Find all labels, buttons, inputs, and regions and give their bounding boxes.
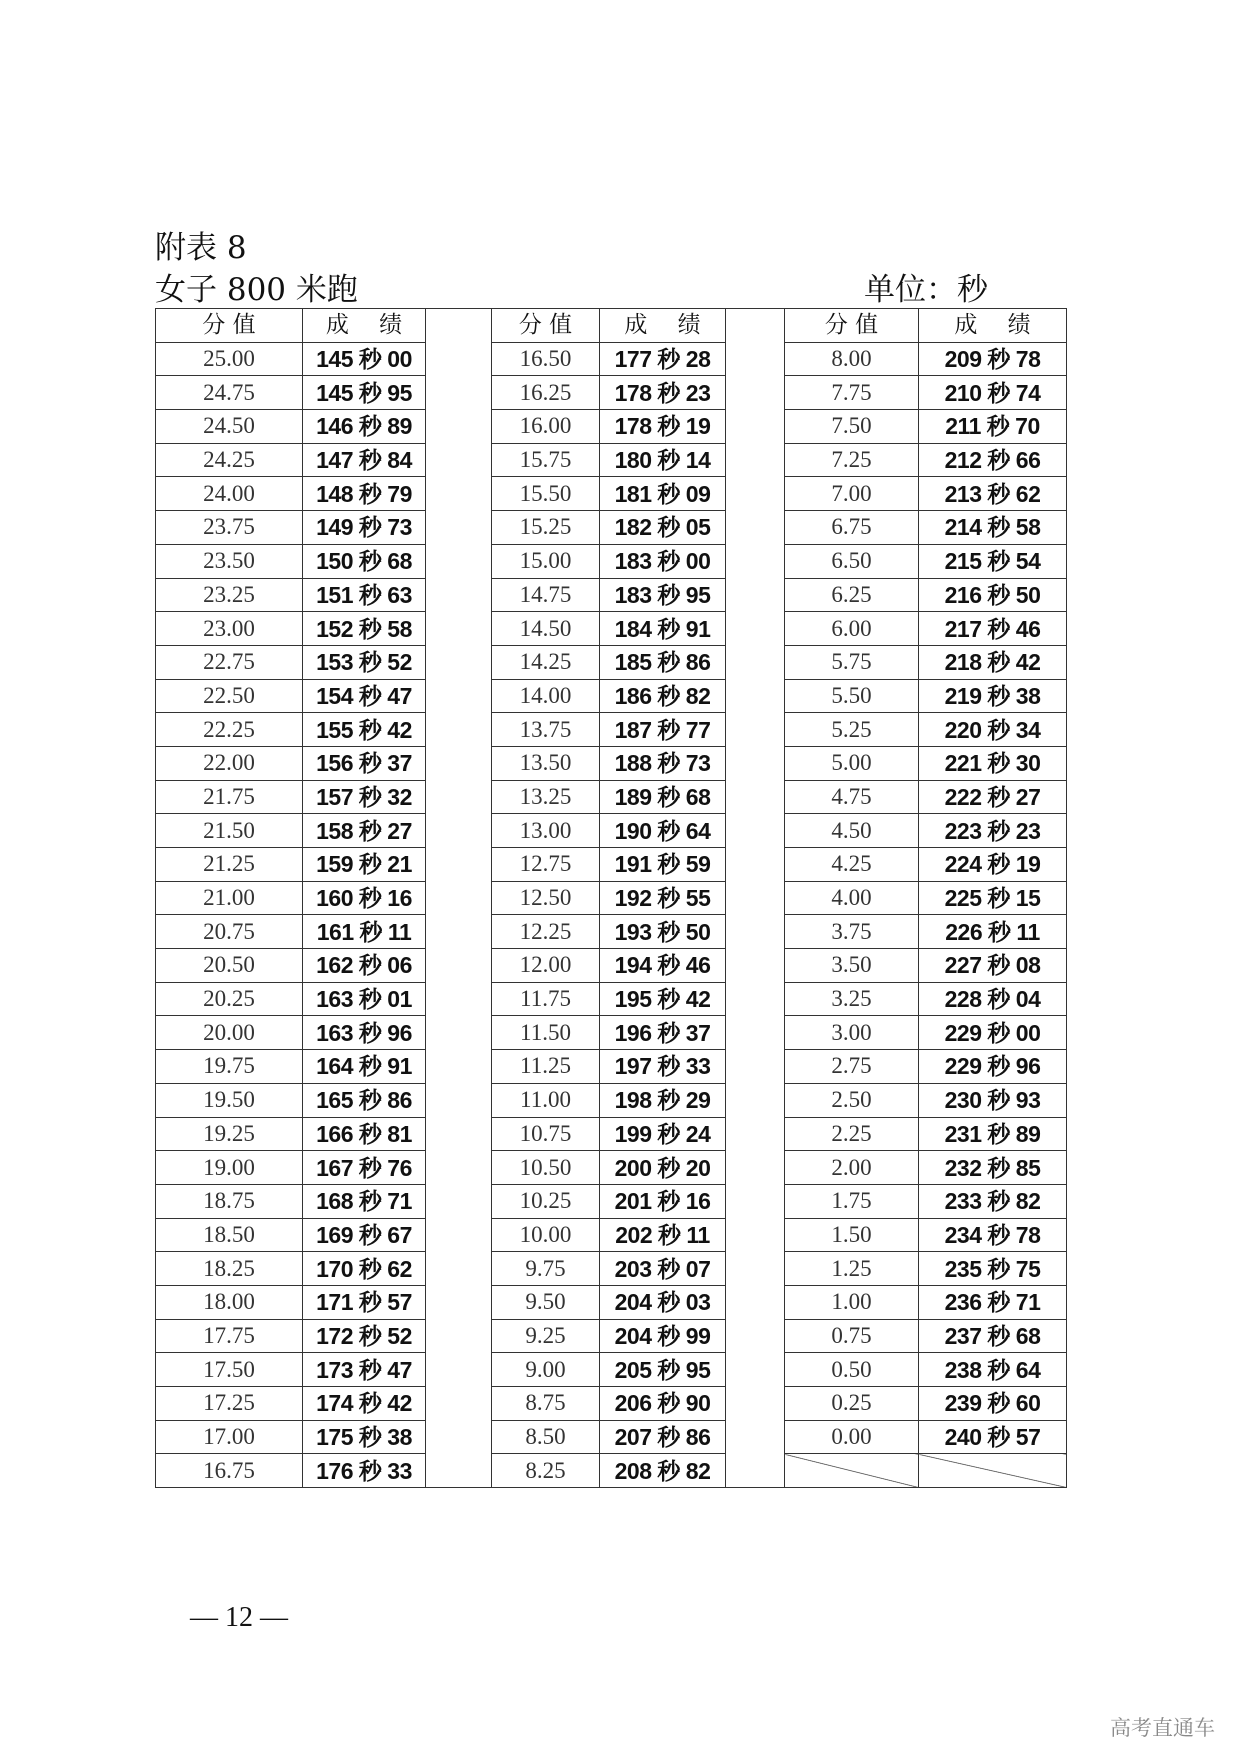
score-cell: 23.00 xyxy=(156,612,303,646)
score-cell: 22.25 xyxy=(156,713,303,747)
table-row xyxy=(156,477,1067,511)
score-cell: 7.00 xyxy=(785,477,919,511)
result-cell: 177 秒 28 xyxy=(600,342,726,376)
score-cell: 11.75 xyxy=(492,982,600,1016)
result-cell: 161 秒 11 xyxy=(303,915,426,949)
table-subtitle: 女子 800 米跑 xyxy=(155,272,358,308)
table-row xyxy=(156,511,1067,545)
result-cell: 190 秒 64 xyxy=(600,814,726,848)
table-row xyxy=(156,814,1067,848)
result-cell: 229 秒 96 xyxy=(919,1050,1067,1084)
table-row xyxy=(156,1184,1067,1218)
result-cell: 212 秒 66 xyxy=(919,443,1067,477)
score-cell: 22.00 xyxy=(156,746,303,780)
result-cell: 148 秒 79 xyxy=(303,477,426,511)
score-cell: 24.50 xyxy=(156,410,303,444)
table-row xyxy=(156,1050,1067,1084)
table-row xyxy=(156,342,1067,376)
table-row xyxy=(156,1252,1067,1286)
score-cell: 2.50 xyxy=(785,1083,919,1117)
result-cell: 222 秒 27 xyxy=(919,780,1067,814)
score-cell: 4.75 xyxy=(785,780,919,814)
result-cell: 198 秒 29 xyxy=(600,1083,726,1117)
table-row xyxy=(156,443,1067,477)
score-cell: 15.25 xyxy=(492,511,600,545)
score-cell: 21.25 xyxy=(156,848,303,882)
score-cell: 10.00 xyxy=(492,1218,600,1252)
result-cell: 167 秒 76 xyxy=(303,1151,426,1185)
result-cell: 226 秒 11 xyxy=(919,915,1067,949)
result-header: 成 绩 xyxy=(303,309,426,343)
result-cell: 194 秒 46 xyxy=(600,949,726,983)
table-row xyxy=(156,1285,1067,1319)
result-cell: 235 秒 75 xyxy=(919,1252,1067,1286)
column-spacer xyxy=(726,309,785,1488)
result-cell: 180 秒 14 xyxy=(600,443,726,477)
result-cell: 164 秒 91 xyxy=(303,1050,426,1084)
score-cell: 18.00 xyxy=(156,1285,303,1319)
score-header: 分 值 xyxy=(156,309,303,343)
score-cell: 6.50 xyxy=(785,544,919,578)
watermark: 高考直通车 xyxy=(1110,1716,1215,1740)
score-cell: 1.75 xyxy=(785,1184,919,1218)
score-cell: 23.50 xyxy=(156,544,303,578)
result-cell: 147 秒 84 xyxy=(303,443,426,477)
result-cell: 197 秒 33 xyxy=(600,1050,726,1084)
result-cell: 229 秒 00 xyxy=(919,1016,1067,1050)
result-header: 成 绩 xyxy=(919,309,1067,343)
score-cell: 9.00 xyxy=(492,1353,600,1387)
result-cell: 217 秒 46 xyxy=(919,612,1067,646)
column-spacer xyxy=(426,309,492,1488)
score-cell: 15.75 xyxy=(492,443,600,477)
score-cell: 11.50 xyxy=(492,1016,600,1050)
score-cell: 23.75 xyxy=(156,511,303,545)
result-cell: 145 秒 00 xyxy=(303,342,426,376)
score-cell: 13.00 xyxy=(492,814,600,848)
score-cell: 17.75 xyxy=(156,1319,303,1353)
score-cell: 14.00 xyxy=(492,679,600,713)
score-cell: 18.25 xyxy=(156,1252,303,1286)
table-row xyxy=(156,780,1067,814)
header-row xyxy=(156,309,1067,343)
score-cell: 17.50 xyxy=(156,1353,303,1387)
score-cell: 0.75 xyxy=(785,1319,919,1353)
result-cell: 219 秒 38 xyxy=(919,679,1067,713)
score-cell: 1.00 xyxy=(785,1285,919,1319)
score-cell: 20.75 xyxy=(156,915,303,949)
score-cell: 19.25 xyxy=(156,1117,303,1151)
result-cell: 151 秒 63 xyxy=(303,578,426,612)
score-cell: 19.75 xyxy=(156,1050,303,1084)
result-cell: 239 秒 60 xyxy=(919,1387,1067,1421)
table-row xyxy=(156,949,1067,983)
score-cell: 8.75 xyxy=(492,1387,600,1421)
result-cell: 176 秒 33 xyxy=(303,1454,426,1488)
score-cell: 7.25 xyxy=(785,443,919,477)
score-cell: 12.75 xyxy=(492,848,600,882)
result-cell: 150 秒 68 xyxy=(303,544,426,578)
score-cell: 8.25 xyxy=(492,1454,600,1488)
score-cell: 4.00 xyxy=(785,881,919,915)
score-cell: 3.75 xyxy=(785,915,919,949)
result-cell: 152 秒 58 xyxy=(303,612,426,646)
score-cell: 19.50 xyxy=(156,1083,303,1117)
table-row xyxy=(156,1016,1067,1050)
result-cell: 205 秒 95 xyxy=(600,1353,726,1387)
table-row xyxy=(156,982,1067,1016)
score-cell: 7.75 xyxy=(785,376,919,410)
result-cell: 228 秒 04 xyxy=(919,982,1067,1016)
result-cell: 240 秒 57 xyxy=(919,1420,1067,1454)
result-cell: 165 秒 86 xyxy=(303,1083,426,1117)
table-row xyxy=(156,713,1067,747)
score-cell: 8.50 xyxy=(492,1420,600,1454)
score-cell: 24.25 xyxy=(156,443,303,477)
score-cell: 9.50 xyxy=(492,1285,600,1319)
score-cell: 19.00 xyxy=(156,1151,303,1185)
score-cell: 11.00 xyxy=(492,1083,600,1117)
score-cell: 23.25 xyxy=(156,578,303,612)
table-row xyxy=(156,1454,1067,1488)
result-cell: 208 秒 82 xyxy=(600,1454,726,1488)
score-cell: 21.75 xyxy=(156,780,303,814)
result-cell: 184 秒 91 xyxy=(600,612,726,646)
table-row xyxy=(156,645,1067,679)
score-cell: 17.25 xyxy=(156,1387,303,1421)
score-cell: 14.25 xyxy=(492,645,600,679)
result-cell: 225 秒 15 xyxy=(919,881,1067,915)
result-cell: 181 秒 09 xyxy=(600,477,726,511)
score-cell: 14.50 xyxy=(492,612,600,646)
result-cell: 162 秒 06 xyxy=(303,949,426,983)
result-cell: 238 秒 64 xyxy=(919,1353,1067,1387)
unit-label: 单位：秒 xyxy=(864,272,988,308)
score-cell: 15.00 xyxy=(492,544,600,578)
score-cell: 17.00 xyxy=(156,1420,303,1454)
score-cell: 22.50 xyxy=(156,679,303,713)
result-cell: 192 秒 55 xyxy=(600,881,726,915)
result-cell: 211 秒 70 xyxy=(919,410,1067,444)
table-row xyxy=(156,578,1067,612)
result-cell: 155 秒 42 xyxy=(303,713,426,747)
result-cell: 201 秒 16 xyxy=(600,1184,726,1218)
result-cell: 214 秒 58 xyxy=(919,511,1067,545)
score-cell: 21.00 xyxy=(156,881,303,915)
score-header: 分 值 xyxy=(785,309,919,343)
score-cell: 21.50 xyxy=(156,814,303,848)
table-row xyxy=(156,1083,1067,1117)
table-row xyxy=(156,1319,1067,1353)
table-row xyxy=(156,1353,1067,1387)
result-cell: 163 秒 01 xyxy=(303,982,426,1016)
score-cell: 25.00 xyxy=(156,342,303,376)
result-cell: 224 秒 19 xyxy=(919,848,1067,882)
result-cell: 160 秒 16 xyxy=(303,881,426,915)
score-cell: 0.00 xyxy=(785,1420,919,1454)
score-cell: 16.00 xyxy=(492,410,600,444)
result-cell: 223 秒 23 xyxy=(919,814,1067,848)
score-cell: 14.75 xyxy=(492,578,600,612)
score-cell: 0.25 xyxy=(785,1387,919,1421)
result-cell: 175 秒 38 xyxy=(303,1420,426,1454)
result-cell: 207 秒 86 xyxy=(600,1420,726,1454)
score-cell: 13.75 xyxy=(492,713,600,747)
result-cell: 158 秒 27 xyxy=(303,814,426,848)
result-cell: 230 秒 93 xyxy=(919,1083,1067,1117)
score-cell: 9.75 xyxy=(492,1252,600,1286)
result-cell: 153 秒 52 xyxy=(303,645,426,679)
result-cell: 171 秒 57 xyxy=(303,1285,426,1319)
score-cell: 5.25 xyxy=(785,713,919,747)
score-cell: 22.75 xyxy=(156,645,303,679)
result-cell: 186 秒 82 xyxy=(600,679,726,713)
result-cell: 204 秒 03 xyxy=(600,1285,726,1319)
score-cell: 4.50 xyxy=(785,814,919,848)
result-cell: 169 秒 67 xyxy=(303,1218,426,1252)
score-cell: 11.25 xyxy=(492,1050,600,1084)
score-cell: 16.50 xyxy=(492,342,600,376)
result-cell: 154 秒 47 xyxy=(303,679,426,713)
score-cell: 13.50 xyxy=(492,746,600,780)
score-cell: 9.25 xyxy=(492,1319,600,1353)
result-cell: 218 秒 42 xyxy=(919,645,1067,679)
score-header: 分 值 xyxy=(492,309,600,343)
result-cell: 209 秒 78 xyxy=(919,342,1067,376)
result-cell: 159 秒 21 xyxy=(303,848,426,882)
table-row xyxy=(156,410,1067,444)
score-cell: 10.50 xyxy=(492,1151,600,1185)
score-cell: 2.75 xyxy=(785,1050,919,1084)
result-cell: 149 秒 73 xyxy=(303,511,426,545)
appendix-title: 附表 8 xyxy=(155,230,247,266)
score-cell: 7.50 xyxy=(785,410,919,444)
result-cell: 183 秒 00 xyxy=(600,544,726,578)
result-cell: 157 秒 32 xyxy=(303,780,426,814)
score-cell: 10.75 xyxy=(492,1117,600,1151)
page-number: — 12 — xyxy=(190,1602,288,1633)
result-cell: 156 秒 37 xyxy=(303,746,426,780)
table-row xyxy=(156,881,1067,915)
table-row xyxy=(156,376,1067,410)
result-cell: 170 秒 62 xyxy=(303,1252,426,1286)
score-cell: 18.75 xyxy=(156,1184,303,1218)
result-cell: 173 秒 47 xyxy=(303,1353,426,1387)
result-cell: 202 秒 11 xyxy=(600,1218,726,1252)
score-cell: 1.25 xyxy=(785,1252,919,1286)
score-cell: 20.00 xyxy=(156,1016,303,1050)
score-cell: 6.00 xyxy=(785,612,919,646)
score-cell: 20.25 xyxy=(156,982,303,1016)
result-cell: 183 秒 95 xyxy=(600,578,726,612)
result-cell: 236 秒 71 xyxy=(919,1285,1067,1319)
score-cell: 3.00 xyxy=(785,1016,919,1050)
table-row xyxy=(156,1218,1067,1252)
score-cell: 12.50 xyxy=(492,881,600,915)
score-cell: 6.25 xyxy=(785,578,919,612)
table-row xyxy=(156,679,1067,713)
table-row xyxy=(156,848,1067,882)
score-cell: 5.00 xyxy=(785,746,919,780)
score-table xyxy=(155,308,1067,1488)
result-cell: 216 秒 50 xyxy=(919,578,1067,612)
score-cell: 12.00 xyxy=(492,949,600,983)
result-cell: 213 秒 62 xyxy=(919,477,1067,511)
result-cell: 227 秒 08 xyxy=(919,949,1067,983)
result-cell: 178 秒 23 xyxy=(600,376,726,410)
result-cell: 193 秒 50 xyxy=(600,915,726,949)
score-cell: 15.50 xyxy=(492,477,600,511)
result-cell: 232 秒 85 xyxy=(919,1151,1067,1185)
score-cell: 3.25 xyxy=(785,982,919,1016)
score-cell: 2.00 xyxy=(785,1151,919,1185)
score-cell: 13.25 xyxy=(492,780,600,814)
score-cell: 4.25 xyxy=(785,848,919,882)
score-cell: 10.25 xyxy=(492,1184,600,1218)
score-cell: 5.75 xyxy=(785,645,919,679)
table-row xyxy=(156,1420,1067,1454)
result-cell: 220 秒 34 xyxy=(919,713,1067,747)
score-cell: 24.00 xyxy=(156,477,303,511)
table-row xyxy=(156,612,1067,646)
result-cell: 203 秒 07 xyxy=(600,1252,726,1286)
result-cell: 210 秒 74 xyxy=(919,376,1067,410)
score-cell: 8.00 xyxy=(785,342,919,376)
result-cell: 185 秒 86 xyxy=(600,645,726,679)
table-row xyxy=(156,1117,1067,1151)
empty-cell xyxy=(919,1454,1067,1488)
result-cell: 221 秒 30 xyxy=(919,746,1067,780)
result-cell: 199 秒 24 xyxy=(600,1117,726,1151)
result-cell: 174 秒 42 xyxy=(303,1387,426,1421)
result-cell: 195 秒 42 xyxy=(600,982,726,1016)
result-cell: 145 秒 95 xyxy=(303,376,426,410)
table-row xyxy=(156,746,1067,780)
table-row xyxy=(156,915,1067,949)
result-cell: 187 秒 77 xyxy=(600,713,726,747)
result-cell: 204 秒 99 xyxy=(600,1319,726,1353)
result-cell: 178 秒 19 xyxy=(600,410,726,444)
score-cell: 18.50 xyxy=(156,1218,303,1252)
table-row xyxy=(156,1151,1067,1185)
score-cell: 0.50 xyxy=(785,1353,919,1387)
score-cell: 1.50 xyxy=(785,1218,919,1252)
score-cell: 2.25 xyxy=(785,1117,919,1151)
score-cell: 16.75 xyxy=(156,1454,303,1488)
result-header: 成 绩 xyxy=(600,309,726,343)
result-cell: 188 秒 73 xyxy=(600,746,726,780)
empty-cell xyxy=(785,1454,919,1488)
result-cell: 233 秒 82 xyxy=(919,1184,1067,1218)
result-cell: 163 秒 96 xyxy=(303,1016,426,1050)
result-cell: 189 秒 68 xyxy=(600,780,726,814)
score-cell: 5.50 xyxy=(785,679,919,713)
result-cell: 231 秒 89 xyxy=(919,1117,1067,1151)
result-cell: 234 秒 78 xyxy=(919,1218,1067,1252)
result-cell: 146 秒 89 xyxy=(303,410,426,444)
result-cell: 182 秒 05 xyxy=(600,511,726,545)
result-cell: 196 秒 37 xyxy=(600,1016,726,1050)
result-cell: 200 秒 20 xyxy=(600,1151,726,1185)
result-cell: 206 秒 90 xyxy=(600,1387,726,1421)
score-cell: 3.50 xyxy=(785,949,919,983)
table-row xyxy=(156,544,1067,578)
result-cell: 172 秒 52 xyxy=(303,1319,426,1353)
score-cell: 20.50 xyxy=(156,949,303,983)
score-cell: 6.75 xyxy=(785,511,919,545)
result-cell: 237 秒 68 xyxy=(919,1319,1067,1353)
result-cell: 215 秒 54 xyxy=(919,544,1067,578)
result-cell: 168 秒 71 xyxy=(303,1184,426,1218)
result-cell: 166 秒 81 xyxy=(303,1117,426,1151)
result-cell: 191 秒 59 xyxy=(600,848,726,882)
score-cell: 12.25 xyxy=(492,915,600,949)
score-cell: 16.25 xyxy=(492,376,600,410)
table-row xyxy=(156,1387,1067,1421)
score-cell: 24.75 xyxy=(156,376,303,410)
